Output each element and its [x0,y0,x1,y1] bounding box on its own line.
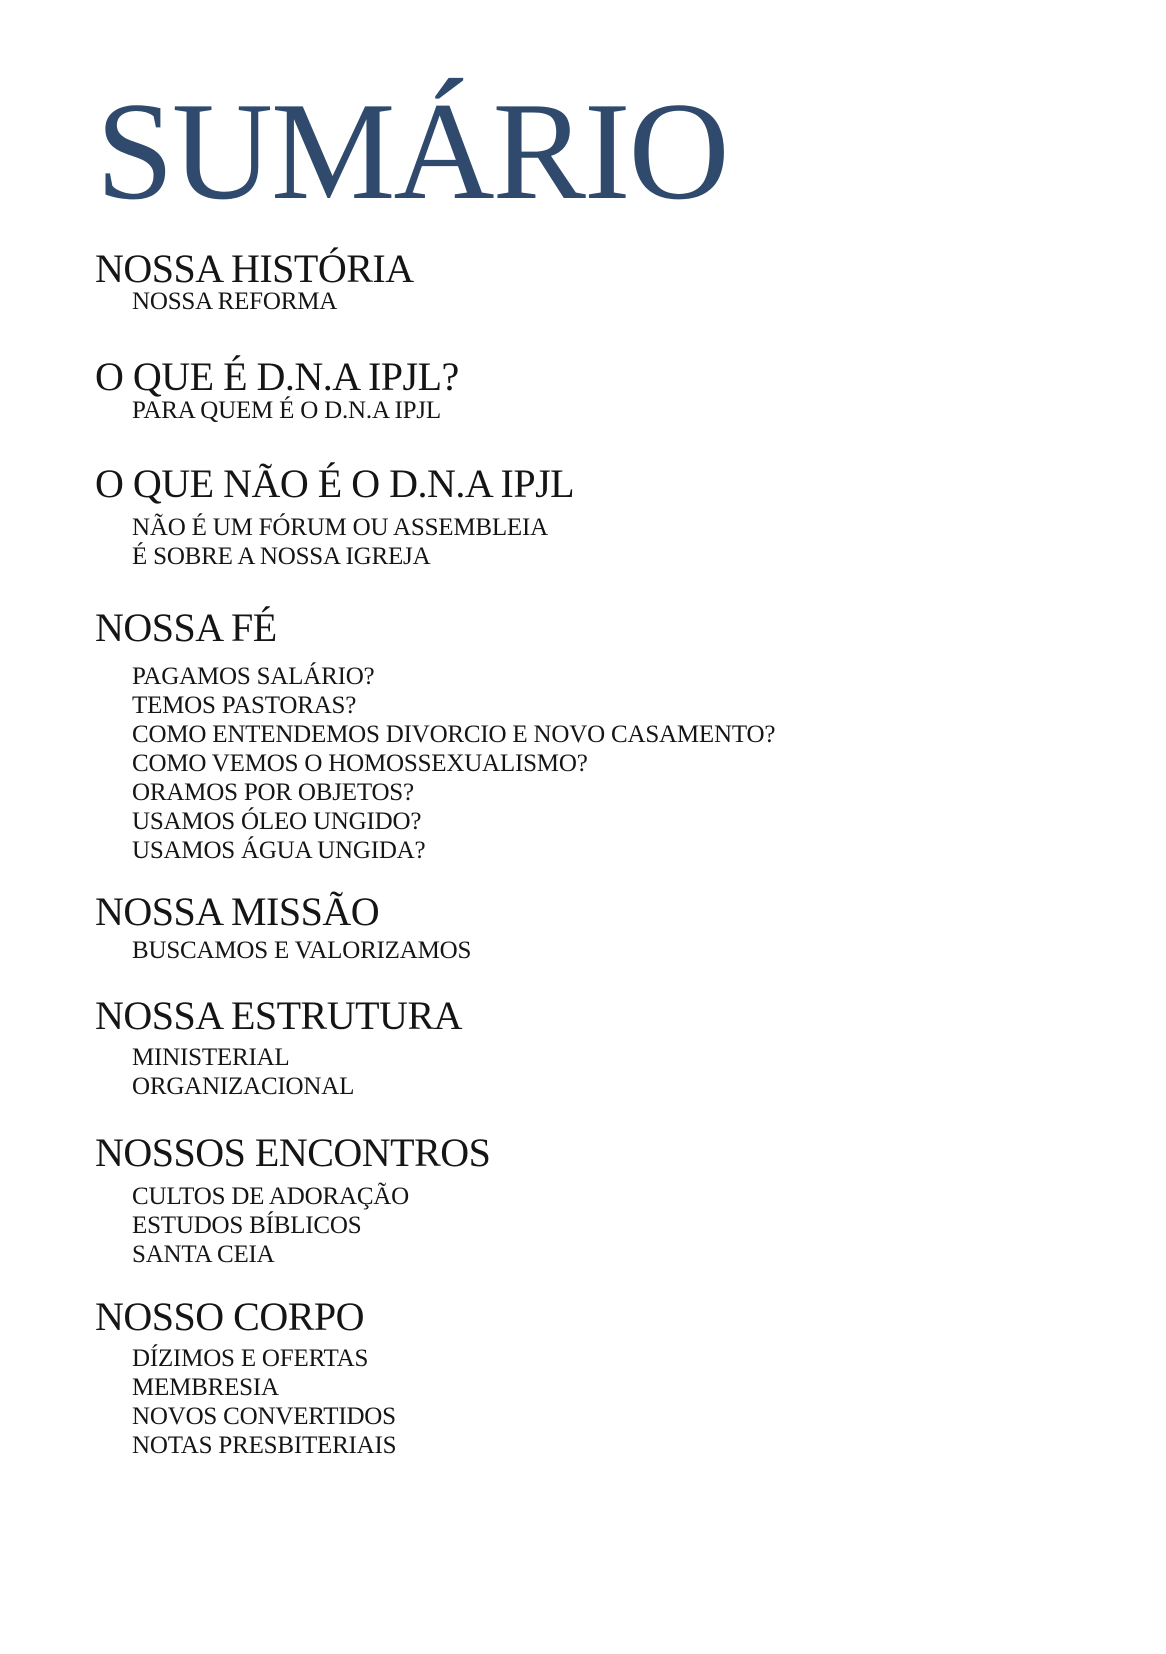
list-item: USAMOS ÓLEO UNGIDO? [132,808,422,835]
list-item: ESTUDOS BÍBLICOS [132,1212,362,1239]
list-item: CULTOS DE ADORAÇÃO [132,1183,410,1210]
section-heading: NOSSA HISTÓRIA [95,246,414,291]
list-item: COMO VEMOS O HOMOSSEXUALISMO? [132,750,588,777]
list-item: SANTA CEIA [132,1241,275,1268]
toc-section-nosso-corpo [95,1295,396,1460]
sub-list [95,287,414,316]
list-item: USAMOS ÁGUA UNGIDA? [132,837,426,864]
list-item: PARA QUEM É O D.N.A IPJL [132,397,441,424]
toc-section-nossos-encontros [95,1131,490,1269]
section-heading: NOSSA FÉ [95,605,277,650]
toc-section-nossa-estrutura [95,994,462,1101]
toc-section-o-que-e-dna [95,355,459,425]
list-item: ORAMOS POR OBJETOS? [132,779,414,806]
sub-list [95,396,459,425]
section-heading: NOSSOS ENCONTROS [95,1130,491,1175]
toc-section-nossa-historia [95,247,414,316]
sub-list [95,1182,490,1269]
list-item: BUSCAMOS E VALORIZAMOS [132,937,472,964]
list-item: NÃO É UM FÓRUM OU ASSEMBLEIA [132,514,548,541]
section-heading: O QUE NÃO É O D.N.A IPJL [95,461,575,506]
section-heading: NOSSA MISSÃO [95,889,380,934]
list-item: MEMBRESIA [132,1374,279,1401]
list-item: MINISTERIAL [132,1044,290,1071]
toc-section-nossa-missao [95,890,471,965]
list-item: NOSSA REFORMA [132,288,338,315]
list-item: PAGAMOS SALÁRIO? [132,663,375,690]
toc-section-o-que-nao-e-dna [95,462,574,571]
toc-section-nossa-fe [95,606,775,865]
sub-list [95,1043,462,1101]
list-item: ORGANIZACIONAL [132,1073,355,1100]
list-item: COMO ENTENDEMOS DIVORCIO E NOVO CASAMENTO? [132,721,776,748]
list-item: É SOBRE A NOSSA IGREJA [132,543,431,570]
section-heading: O QUE É D.N.A IPJL? [95,354,459,399]
page-title: SUMÁRIO [96,74,728,229]
sub-list [95,936,471,965]
sub-list [95,662,775,865]
section-heading: NOSSO CORPO [95,1294,365,1339]
section-heading: NOSSA ESTRUTURA [95,993,463,1038]
sub-list [95,1344,396,1460]
list-item: NOVOS CONVERTIDOS [132,1403,396,1430]
list-item: TEMOS PASTORAS? [132,692,357,719]
sub-list [95,513,574,571]
list-item: NOTAS PRESBITERIAIS [132,1432,397,1459]
list-item: DÍZIMOS E OFERTAS [132,1345,369,1372]
